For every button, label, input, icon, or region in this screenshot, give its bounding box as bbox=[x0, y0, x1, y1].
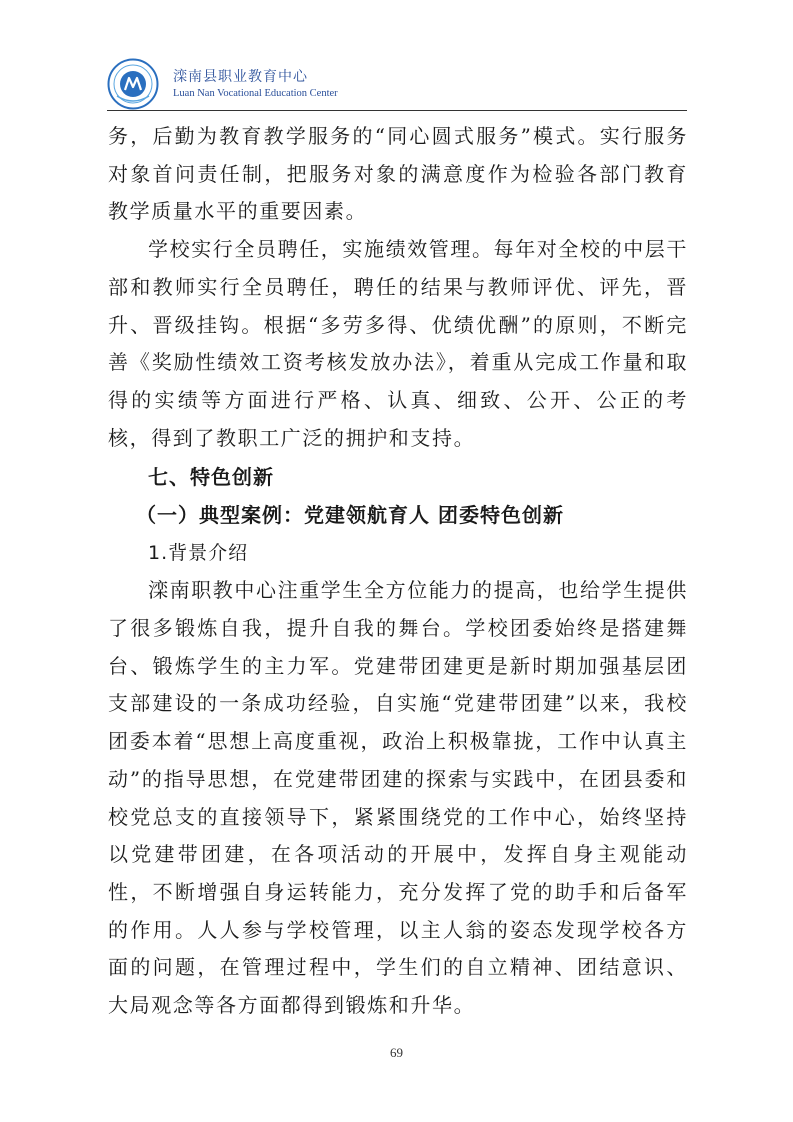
page-header bbox=[107, 56, 687, 112]
subsection-heading: （一）典型案例：党建领航育人 团委特色创新 bbox=[136, 503, 564, 528]
paragraph-background: 滦南职教中心注重学生全方位能力的提高，也给学生提供了很多锻炼自我，提升自我的舞台。学校团委始终是搭建舞台、锻炼学生的主力军。党建带团建更是新时期加强基层团支部建设的一条成功经验，自实施“党建带团建”以来，我校团委本着“思想上高度重视，政治上积极靠拢，工作中认真主动”的指导思想，在党建带团建的探索与实践中，在团县委和校党总支的直接领导下，紧紧围绕党的工作中心，始终坚持以党建带团建，在各项活动的开展中，发挥自身主观能动性，不断增强自身运转能力，充分发挥了党的助手和后备军的作用。人人参与学校管理，以主人翁的姿态发现学校各方面的问题，在管理过程中，学生们的自立精神、团结意识、大局观念等各方面都得到锻炼和升华。 bbox=[108, 578, 688, 1018]
header-divider bbox=[107, 110, 687, 111]
section-heading: 七、特色创新 bbox=[148, 465, 274, 490]
page-number: 69 bbox=[390, 1045, 403, 1060]
paragraph-performance-management: 学校实行全员聘任，实施绩效管理。每年对全校的中层干部和教师实行全员聘任，聘任的结果与教师评优、评先，晋升、晋级挂钩。根据“多劳多得、优绩优酬”的原则，不断完善《奖励性绩效工资考核发放办法》，着重从完成工作量和取得的实绩等方面进行严格、认真、细致、公开、公正的考核，得到了教职工广泛的拥护和支持。 bbox=[108, 237, 688, 450]
sub-heading: 1.背景介绍 bbox=[148, 542, 249, 565]
paragraph-continued: 务，后勤为教育教学服务的“同心圆式服务”模式。实行服务对象首问责任制，把服务对象的满意度作为检验各部门教育教学质量水平的重要因素。 bbox=[108, 124, 688, 224]
school-emblem-icon bbox=[107, 58, 159, 110]
org-name-cn: 滦南县职业教育中心 bbox=[173, 69, 308, 85]
org-name-en: Luan Nan Vocational Education Center bbox=[173, 88, 338, 99]
document-body bbox=[108, 118, 688, 1025]
